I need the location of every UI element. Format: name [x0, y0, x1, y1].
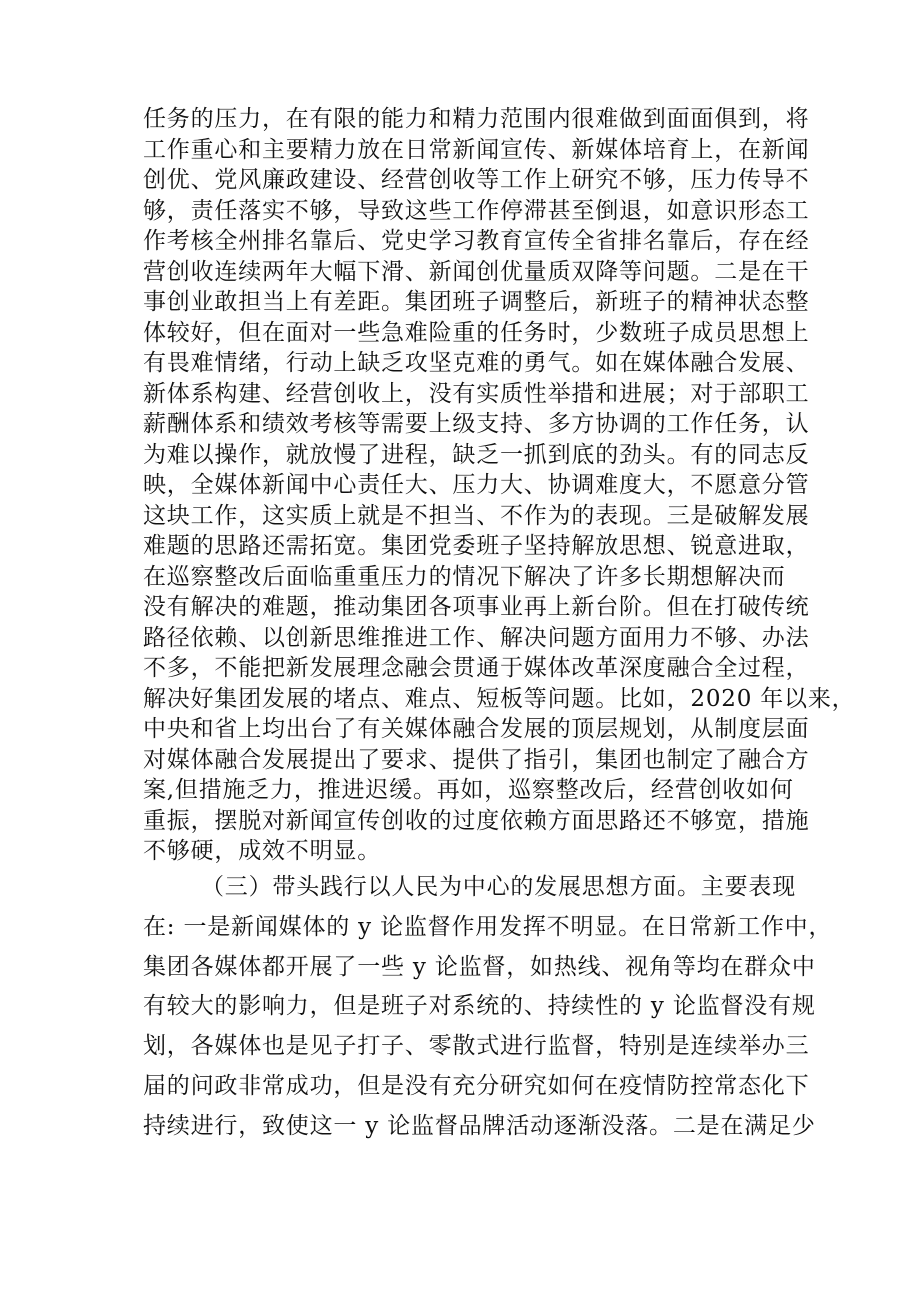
paragraph-section-three — [143, 868, 833, 1147]
text-line: 在: 一是新闻媒体的 y 论监督作用发挥不明显。在日常新工作中， — [143, 913, 833, 940]
text-line: 没有解决的难题，推动集团各项事业再上新台阶。但在打破传统 — [143, 594, 810, 620]
text-line: 在巡察整改后面临重重压力的情况下解决了许多长期想解决而 — [143, 563, 786, 590]
text-line: 营创收连续两年大幅下滑、新闻创优量质双降等问题。二是在干 — [143, 258, 810, 285]
text-line: 事创业敢担当上有差距。集团班子调整后，新班子的精神状态整 — [143, 289, 810, 315]
text-line: 持续进行，致使这一 y 论监督品牌活动逐渐没落。二是在满足少 — [143, 1112, 816, 1139]
text-line: 案,但措施乏力，推进迟缓。再如，巡察整改后，经营创收如何 — [143, 777, 794, 803]
text-line: 任务的压力，在有限的能力和精力范围内很难做到面面俱到，将 — [143, 106, 810, 132]
text-line: 集团各媒体都开展了一些 y 论监督，如热线、视角等均在群众中 — [143, 953, 816, 980]
paragraph-continued — [143, 104, 856, 867]
text-line: 工作重心和主要精力放在日常新闻宣传、新媒体培育上，在新闻 — [143, 136, 810, 163]
text-line: 为难以操作，就放慢了进程，缺乏一抓到底的劲头。有的同志反 — [143, 441, 810, 468]
text-line: 划，各媒体也是见子打子、零散式进行监督，特别是连续举办三 — [143, 1033, 810, 1060]
text-line: 解决好集团发展的堵点、难点、短板等问题。比如，2020 年以来， — [143, 685, 856, 712]
text-line: 届的问政非常成功，但是没有充分研究如何在疫情防控常态化下 — [143, 1072, 810, 1099]
text-line: 不够硬，成效不明显。 — [143, 838, 381, 864]
text-line: 路径依赖、以创新思维推进工作、解决问题方面用力不够、办法 — [143, 624, 810, 651]
text-line: 中央和省上均出台了有关媒体融合发展的顶层规划，从制度层面 — [143, 716, 810, 742]
text-line: 对媒体融合发展提出了要求、提供了指引，集团也制定了融合方 — [143, 746, 810, 773]
text-line: 体较好，但在面对一些急难险重的任务时，少数班子成员思想上 — [143, 319, 810, 346]
text-line: 不多，不能把新发展理念融会贯通于媒体改革深度融合全过程， — [143, 655, 810, 681]
text-line: 创优、党风廉政建设、经营创收等工作上研究不够，压力传导不 — [143, 167, 810, 193]
text-line: 这块工作，这实质上就是不担当、不作为的表现。三是破解发展 — [143, 502, 810, 529]
text-line: 作考核全州排名靠后、党史学习教育宣传全省排名靠后，存在经 — [143, 228, 810, 254]
text-line: 有畏难情绪，行动上缺乏攻坚克难的勇气。如在媒体融合发展、 — [143, 350, 810, 376]
section-heading-line: （三）带头践行以人民为中心的发展思想方面。主要表现 — [201, 874, 796, 900]
text-line: 重振，摆脱对新闻宣传创收的过度依赖方面思路还不够宽，措施 — [143, 807, 810, 834]
text-line: 薪酬体系和绩效考核等需要上级支持、多方协调的工作任务，认 — [143, 411, 810, 437]
text-line: 新体系构建、经营创收上，没有实质性举措和进展；对于部职工 — [143, 380, 810, 407]
text-line: 有较大的影响力，但是班子对系统的、持续性的 y 论监督没有规 — [143, 993, 816, 1020]
text-line: 映，全媒体新闻中心责任大、压力大、协调难度大，不愿意分管 — [143, 472, 810, 498]
text-line: 够，责任落实不够，导致这些工作停滞甚至倒退，如意识形态工 — [143, 197, 810, 224]
text-line: 难题的思路还需拓宽。集团党委班子坚持解放思想、锐意进取， — [143, 533, 810, 559]
